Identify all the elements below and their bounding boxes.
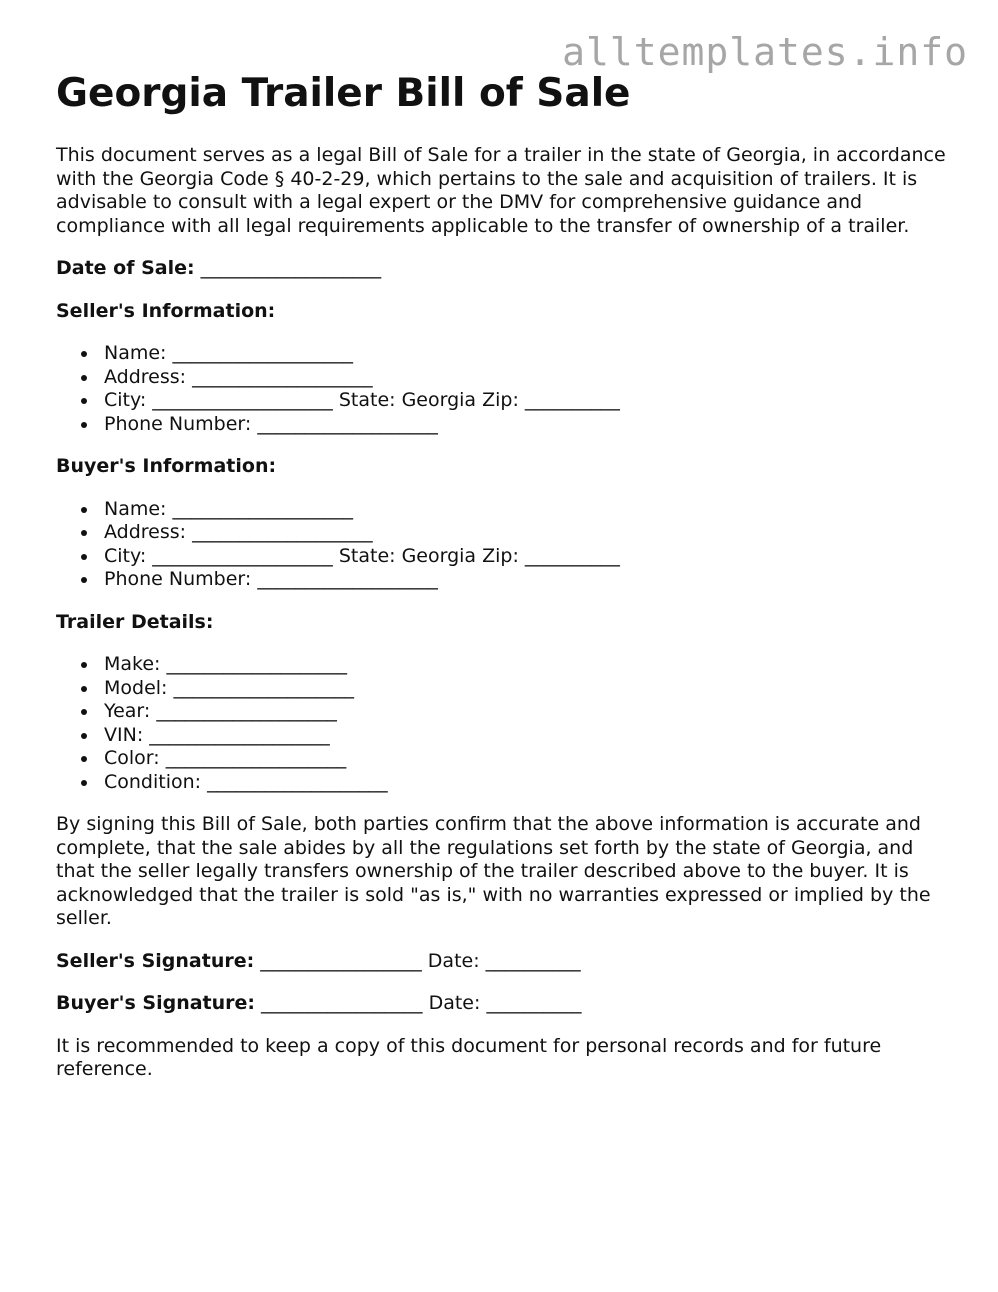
seller-signature-line (56, 950, 946, 974)
trailer-vin-item: VIN: ___________________ (104, 724, 946, 748)
trailer-heading: Trailer Details: (56, 610, 214, 633)
buyer-address-item: Address: ___________________ (104, 521, 946, 545)
date-of-sale-line (56, 257, 946, 281)
intro-paragraph: This document serves as a legal Bill of Sale for a trailer in the state of Georgia, in accordance with the Georgia Code § 40-2-29, which pertains to the sale and acquisition of trailers. It is advisable to consult with a legal expert or the DMV for comprehensive guidance and compliance with all legal requirements applicable to the transfer of ownership of a trailer. (56, 144, 946, 237)
date-of-sale-blank: ___________________ (200, 257, 382, 279)
agreement-paragraph: By signing this Bill of Sale, both parties confirm that the above information is accurate and complete, that the sale abides by all the regulations set forth by the state of Georgia, and that the seller legally transfers ownership of the trailer described above to the buyer. It is acknowledged that the trailer is sold "as is," with no warranties expressed or implied by the seller. (56, 813, 931, 929)
buyer-city-item: City: ___________________ State: Georgia Zip: __________ (104, 545, 946, 569)
closing-paragraph: It is recommended to keep a copy of this document for personal records and for future reference. (56, 1034, 882, 1080)
trailer-condition-item: Condition: ___________________ (104, 771, 946, 795)
buyer-signature-blank: _________________ Date: __________ (261, 992, 582, 1014)
seller-heading: Seller's Information: (56, 299, 276, 322)
buyer-phone-item: Phone Number: ___________________ (104, 568, 946, 592)
seller-address-item: Address: ___________________ (104, 366, 946, 390)
seller-city-item: City: ___________________ State: Georgia Zip: __________ (104, 389, 946, 413)
buyer-name-item: Name: ___________________ (104, 498, 946, 522)
date-of-sale-label: Date of Sale: (56, 257, 195, 279)
seller-list (56, 342, 946, 436)
page-title: Georgia Trailer Bill of Sale (56, 71, 631, 116)
buyer-list (56, 498, 946, 592)
buyer-heading: Buyer's Information: (56, 455, 277, 477)
seller-signature-label: Seller's Signature: (56, 949, 255, 972)
buyer-signature-line (56, 992, 946, 1016)
buyer-signature-label: Buyer's Signature: (56, 992, 255, 1014)
trailer-make-item: Make: ___________________ (104, 653, 946, 677)
document-page (56, 70, 946, 1101)
seller-phone-item: Phone Number: ___________________ (104, 413, 946, 437)
trailer-year-item: Year: ___________________ (104, 700, 946, 724)
trailer-list (56, 653, 946, 794)
watermark: alltemplates.info (562, 30, 968, 74)
seller-name-item: Name: ___________________ (104, 342, 946, 366)
trailer-color-item: Color: ___________________ (104, 747, 946, 771)
trailer-model-item: Model: ___________________ (104, 677, 946, 701)
seller-signature-blank: _________________ Date: __________ (260, 949, 581, 972)
